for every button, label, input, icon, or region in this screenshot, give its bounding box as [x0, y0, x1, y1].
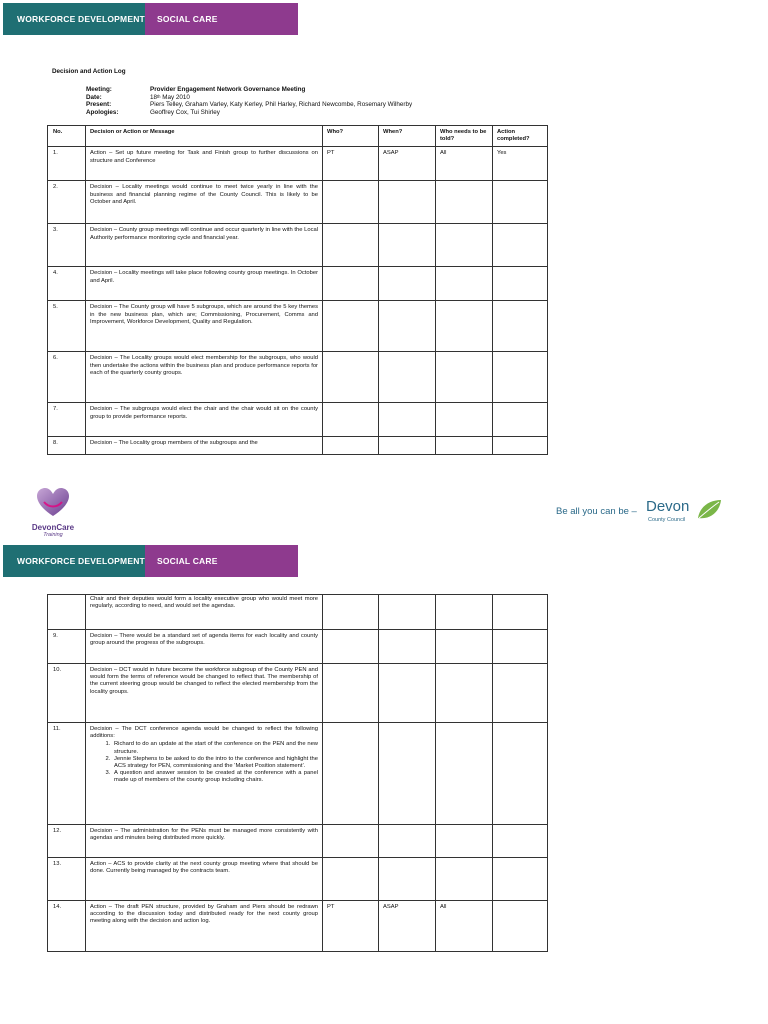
meeting-label: Meeting: [86, 86, 112, 93]
workforce-development-label: WORKFORCE DEVELOPMENT [3, 3, 145, 35]
row-number: 9. [48, 630, 86, 664]
row-told [436, 352, 493, 403]
table-row [48, 664, 548, 723]
row-number: 8. [48, 437, 86, 455]
row-who [323, 224, 379, 267]
row-told [436, 858, 493, 901]
list-item: 1. Richard to do an update at the start of the conference on the PEN and the new structure. [112, 741, 318, 755]
row-told: All [436, 147, 493, 181]
table-row [48, 858, 548, 901]
row-when [379, 723, 436, 825]
row-completed [493, 301, 548, 352]
devon-word: Devon [646, 498, 690, 515]
row-number: 13. [48, 858, 86, 901]
apologies-value: Geoffrey Cox, Tui Shirley [150, 108, 220, 116]
header-description: Decision or Action or Message [86, 126, 323, 147]
date-row [86, 94, 412, 102]
row-number: 3. [48, 224, 86, 267]
row-description [86, 723, 323, 825]
additions-list [90, 741, 318, 784]
table-row [48, 595, 548, 630]
tagline: Be all you can be – [556, 506, 637, 517]
row-told: All [436, 901, 493, 952]
row-who [323, 437, 379, 455]
row-description: Decision – The Locality group members of the subgroups and the [86, 437, 323, 455]
list-item: 3. A question and answer session to be created at the conference with a panel made up of members of the county group including chairs. [112, 770, 318, 784]
row-when [379, 630, 436, 664]
row-when [379, 224, 436, 267]
table-row [48, 630, 548, 664]
row-told [436, 595, 493, 630]
row-description: Decision – The Locality groups would elect membership for the subgroups, who would then undertake the actions within the business plan and produce performance reports for each of the quarterly county groups. [86, 352, 323, 403]
row-told [436, 181, 493, 224]
row-told [436, 630, 493, 664]
row-when [379, 301, 436, 352]
row-told [436, 301, 493, 352]
table-row [48, 437, 548, 455]
row-when [379, 352, 436, 403]
social-care-label: SOCIAL CARE [145, 545, 298, 577]
row-completed: Yes [493, 147, 548, 181]
row-who: PT [323, 147, 379, 181]
row-description: Chair and their deputies would form a locality executive group who would meet more regularly, according to need, and would set the agendas. [86, 595, 323, 630]
row-completed [493, 224, 548, 267]
row-when [379, 595, 436, 630]
row-description: Action – ACS to provide clarity at the next county group meeting where that should be done. Currently being managed by the contracts team. [86, 858, 323, 901]
row-who [323, 267, 379, 301]
row-when [379, 825, 436, 858]
date-suffix: th [157, 93, 161, 99]
row-number: 6. [48, 352, 86, 403]
leaf-icon [696, 498, 722, 522]
row-description: Action – Set up future meeting for Task and Finish group to further discussions on structure and Conference [86, 147, 323, 181]
present-label: Present: [86, 101, 112, 109]
date-day: 18 [150, 93, 158, 101]
row-completed [493, 181, 548, 224]
header-banner [3, 3, 298, 35]
row-told [436, 224, 493, 267]
apologies-label: Apologies: [86, 108, 119, 116]
row-told [436, 437, 493, 455]
row-completed [493, 437, 548, 455]
county-council-text: County Council [648, 517, 686, 523]
row-when [379, 267, 436, 301]
row-who [323, 825, 379, 858]
row-description: Decision – County group meetings will continue and occur quarterly in line with the Local Authority performance monitoring cycle and financial year. [86, 224, 323, 267]
table-row [48, 181, 548, 224]
row-completed [493, 403, 548, 437]
heart-icon [27, 484, 79, 518]
row-told [436, 664, 493, 723]
date-label: Date: [86, 93, 102, 101]
row-when [379, 858, 436, 901]
header-no: No. [48, 126, 86, 147]
row-who [323, 181, 379, 224]
header-completed: Action completed? [493, 126, 548, 147]
row-when [379, 181, 436, 224]
row-who [323, 403, 379, 437]
present-value: Piers Telley, Graham Varley, Katy Kerley, Phil Harley, Richard Newcombe, Rosemary Wilherby [150, 101, 413, 109]
meeting-row [86, 86, 412, 94]
row-completed [493, 858, 548, 901]
apologies-row [86, 109, 412, 117]
row-completed [493, 723, 548, 825]
row-number: 10. [48, 664, 86, 723]
row-when: ASAP [379, 901, 436, 952]
table-row [48, 147, 548, 181]
table-row [48, 267, 548, 301]
date-rest: May 2010 [160, 93, 190, 101]
header-who: Who? [323, 126, 379, 147]
row-number: 14. [48, 901, 86, 952]
row-completed [493, 825, 548, 858]
row-completed [493, 901, 548, 952]
table-row [48, 825, 548, 858]
present-row [86, 101, 412, 109]
row-who [323, 595, 379, 630]
row-description: Decision – There would be a standard set of agenda items for each locality and county group around the progress of the subgroups. [86, 630, 323, 664]
decision-log-table-continued [47, 594, 548, 952]
table-row [48, 723, 548, 825]
row-number [48, 595, 86, 630]
table-row [48, 901, 548, 952]
row-description: Decision – Locality meetings will take place following county group meetings. In October and April. [86, 267, 323, 301]
header-banner-page-2 [3, 545, 298, 577]
row-description: Decision – The subgroups would elect the chair and the chair would sit on the county group to provide performance reports. [86, 403, 323, 437]
meeting-value: Provider Engagement Network Governance Meeting [150, 86, 306, 93]
row-who [323, 352, 379, 403]
row-told [436, 403, 493, 437]
row-who [323, 630, 379, 664]
list-item: 2. Jennie Stephens to be asked to do the intro to the conference and highlight the ACS strategy for PEN, commissioning and the ‘Market Position statement’. [112, 756, 318, 770]
row-told [436, 723, 493, 825]
meeting-details [86, 86, 412, 116]
decision-log-table [47, 125, 548, 455]
row-who [323, 858, 379, 901]
doc-title: Decision and Action Log [52, 68, 126, 75]
table-row [48, 301, 548, 352]
row-number: 4. [48, 267, 86, 301]
devoncare-name: DevonCare [31, 523, 75, 532]
row-number: 7. [48, 403, 86, 437]
row-description: Action – The draft PEN structure, provided by Graham and Piers should be redrawn according to the discussion today and distributed ready for the next county group meeting along with the decision and action log. [86, 901, 323, 952]
table-row [48, 352, 548, 403]
row-description-intro: Decision – The DCT conference agenda would be changed to reflect the following additions: [90, 726, 318, 740]
social-care-label: SOCIAL CARE [145, 3, 298, 35]
devon-county-council-logo [556, 496, 726, 530]
row-when [379, 403, 436, 437]
row-when [379, 664, 436, 723]
row-description: Decision – The administration for the PENs must be managed more consistently with agendas and minutes being distributed more quickly. [86, 825, 323, 858]
row-completed [493, 352, 548, 403]
row-when [379, 437, 436, 455]
row-told [436, 267, 493, 301]
devoncare-subtitle: Training [43, 532, 63, 538]
row-description: Decision – Locality meetings would continue to meet twice yearly in line with the business and financial planning regime of the County Council. This is likely to be October and April. [86, 181, 323, 224]
header-when: When? [379, 126, 436, 147]
row-completed [493, 630, 548, 664]
row-number: 2. [48, 181, 86, 224]
row-number: 11. [48, 723, 86, 825]
table-row [48, 224, 548, 267]
row-completed [493, 595, 548, 630]
row-number: 1. [48, 147, 86, 181]
header-told: Who needs to be told? [436, 126, 493, 147]
table-header-row [48, 126, 548, 147]
row-description: Decision – DCT would in future become the workforce subgroup of the County PEN and would form the terms of reference would be changed to reflect that. The membership of the current steering group would be changed to reflect the elected membership from the locality groups. [86, 664, 323, 723]
row-completed [493, 664, 548, 723]
date-value [150, 94, 190, 102]
workforce-development-label: WORKFORCE DEVELOPMENT [3, 545, 145, 577]
row-when: ASAP [379, 147, 436, 181]
row-who [323, 301, 379, 352]
row-number: 5. [48, 301, 86, 352]
row-who [323, 723, 379, 825]
row-who [323, 664, 379, 723]
row-description: Decision – The County group will have 5 subgroups, which are around the 5 key themes in the new business plan, which are; Commissioning, Procurement, Comms and Improvement, Workforce Development, Quality and Regulation. [86, 301, 323, 352]
table-row [48, 403, 548, 437]
row-completed [493, 267, 548, 301]
devoncare-training-logo [27, 484, 79, 542]
row-who: PT [323, 901, 379, 952]
row-told [436, 825, 493, 858]
row-number: 12. [48, 825, 86, 858]
